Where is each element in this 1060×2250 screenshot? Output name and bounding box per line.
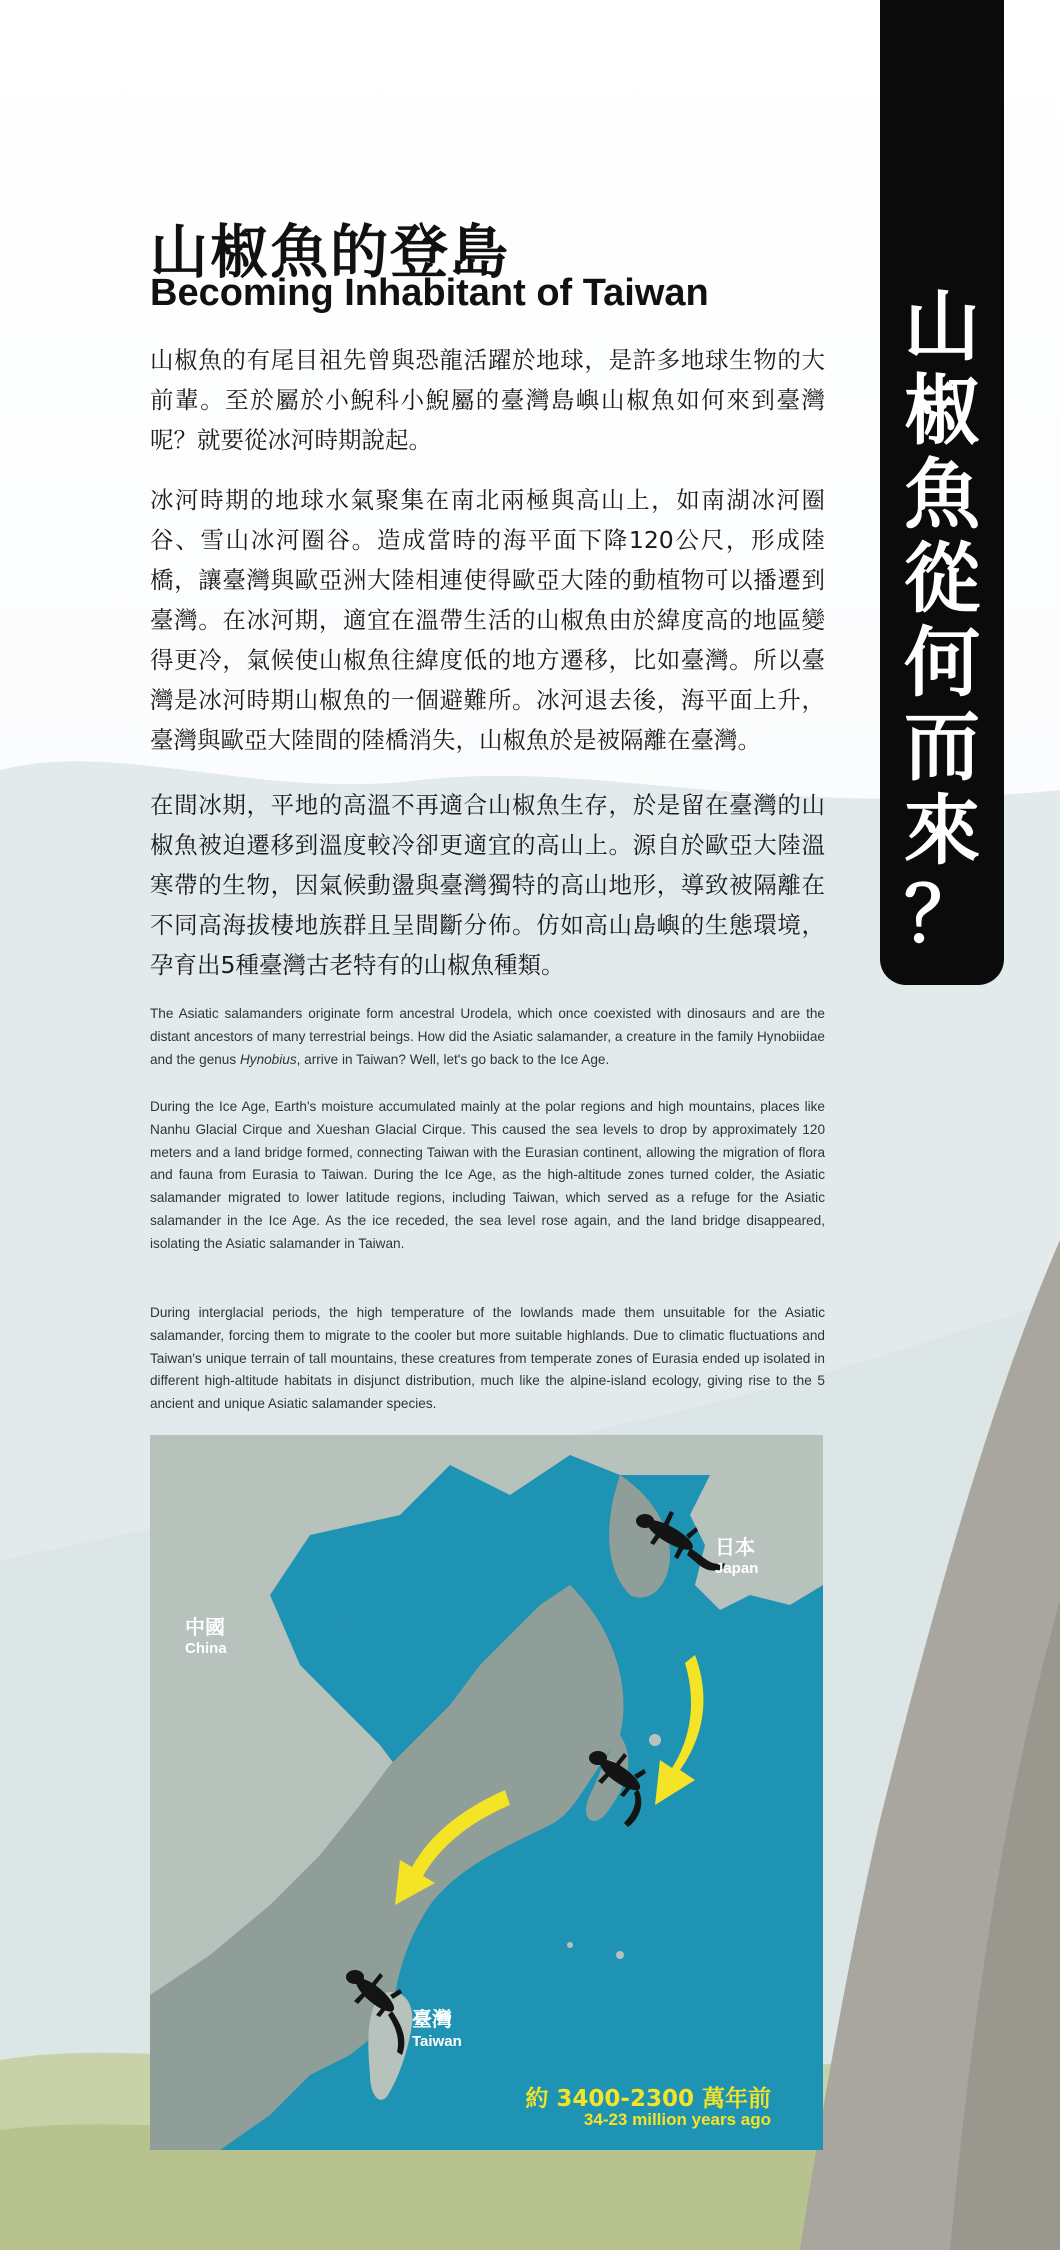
banner-char: 山 [904, 282, 980, 371]
map-label-japan-en: Japan [715, 1560, 759, 1577]
banner-char: 魚 [904, 450, 980, 539]
banner-char: 從 [904, 534, 980, 623]
map-island [649, 1734, 661, 1746]
banner-char: 椒 [904, 366, 980, 455]
banner-char: 而 [904, 702, 980, 791]
page-title-en: Becoming Inhabitant of Taiwan [150, 272, 709, 314]
en-p1-tail: , arrive in Taiwan? Well, let's go back to the Ice Age. [296, 1051, 610, 1067]
vertical-title-banner [880, 0, 1004, 985]
map-japan [690, 1455, 823, 1610]
genus-name: Hynobius [239, 1051, 297, 1067]
map-label-taiwan-zh: 臺灣 [412, 2007, 452, 2031]
en-paragraph-3: During interglacial periods, the high temperature of the lowlands made them unsuitable for the Asiatic salamander, forcing them to migrate to the cooler but more suitable highlands. Due to climatic fluctuations and Taiwan's unique terrain of tall mountains, these creatures from temperate zones of Eurasia ended up isolated in different high-altitude habitats in disjunct distribution, much like the alpine-island ecology, giving rise to the 5 ancient and unique Asiatic salamander species. [150, 1305, 825, 1412]
migration-map [150, 1435, 823, 2150]
en-paragraph-1 [150, 1003, 825, 1071]
banner-char: ？ [904, 870, 980, 959]
banner-char: 來 [904, 786, 980, 875]
zh-paragraph-1: 山椒魚的有尾目祖先曾與恐龍活躍於地球，是許多地球生物的大前輩。至於屬於小鯢科小鯢屬的臺灣島嶼山椒魚如何來到臺灣呢？就要從冰河時期說起。 [150, 346, 825, 454]
map-label-china-zh: 中國 [185, 1615, 225, 1639]
map-label-china-en: China [185, 1640, 227, 1657]
page-title-zh: 山椒魚的登島 [150, 218, 511, 286]
zh-paragraph-3: 在間冰期，平地的高溫不再適合山椒魚生存，於是留在臺灣的山椒魚被迫遷移到溫度較冷卻更適宜的高山上。源自於歐亞大陸溫寒帶的生物，因氣候動盪與臺灣獨特的高山地形，導致被隔離在不同高海拔棲地族群且呈間斷分佈。仿如高山島嶼的生態環境，孕育出5種臺灣古老特有的山椒魚種類。 [150, 791, 825, 979]
map-period-en: 34-23 million years ago [583, 2110, 771, 2129]
map-label-taiwan-en: Taiwan [412, 2033, 462, 2050]
map-island [616, 1951, 624, 1959]
en-p1-text: The Asiatic salamanders originate form ancestral Urodela, which once coexisted with dinosaurs and are the distant ancestors of many terrestrial beings. How did the Asiatic salamander, a creature in the family Hynobiidae and the genus [150, 1006, 825, 1067]
en-paragraph-2: During the Ice Age, Earth's moisture accumulated mainly at the polar regions and high mountains, places like Nanhu Glacial Cirque and Xueshan Glacial Cirque. This caused the sea levels to drop by approximately 120 meters and a land bridge formed, connecting Taiwan with the Eurasian continent, allowing the migration of flora and fauna from Eurasia to Taiwan. During the Ice Age, as the high-altitude zones turned colder, the Asiatic salamander migrated to lower latitude regions, including Taiwan, which served as a refuge for the Asiatic salamander in the Ice Age. As the ice receded, the sea level rose again, and the land bridge disappeared, isolating the Asiatic salamander in Taiwan. [150, 1099, 825, 1251]
map-label-japan-zh: 日本 [715, 1535, 755, 1559]
banner-char: 何 [904, 618, 980, 707]
map-island [567, 1942, 573, 1948]
map-period-zh: 約 3400-2300 萬年前 [525, 2086, 771, 2112]
zh-paragraph-2: 冰河時期的地球水氣聚集在南北兩極與高山上，如南湖冰河圈谷、雪山冰河圈谷。造成當時的海平面下降120公尺，形成陸橋，讓臺灣與歐亞洲大陸相連使得歐亞大陸的動植物可以播遷到臺灣。在冰河期，適宜在溫帶生活的山椒魚由於緯度高的地區變得更冷，氣候使山椒魚往緯度低的地方遷移，比如臺灣。所以臺灣是冰河時期山椒魚的一個避難所。冰河退去後，海平面上升，臺灣與歐亞大陸間的陸橋消失，山椒魚於是被隔離在臺灣。 [150, 486, 825, 754]
